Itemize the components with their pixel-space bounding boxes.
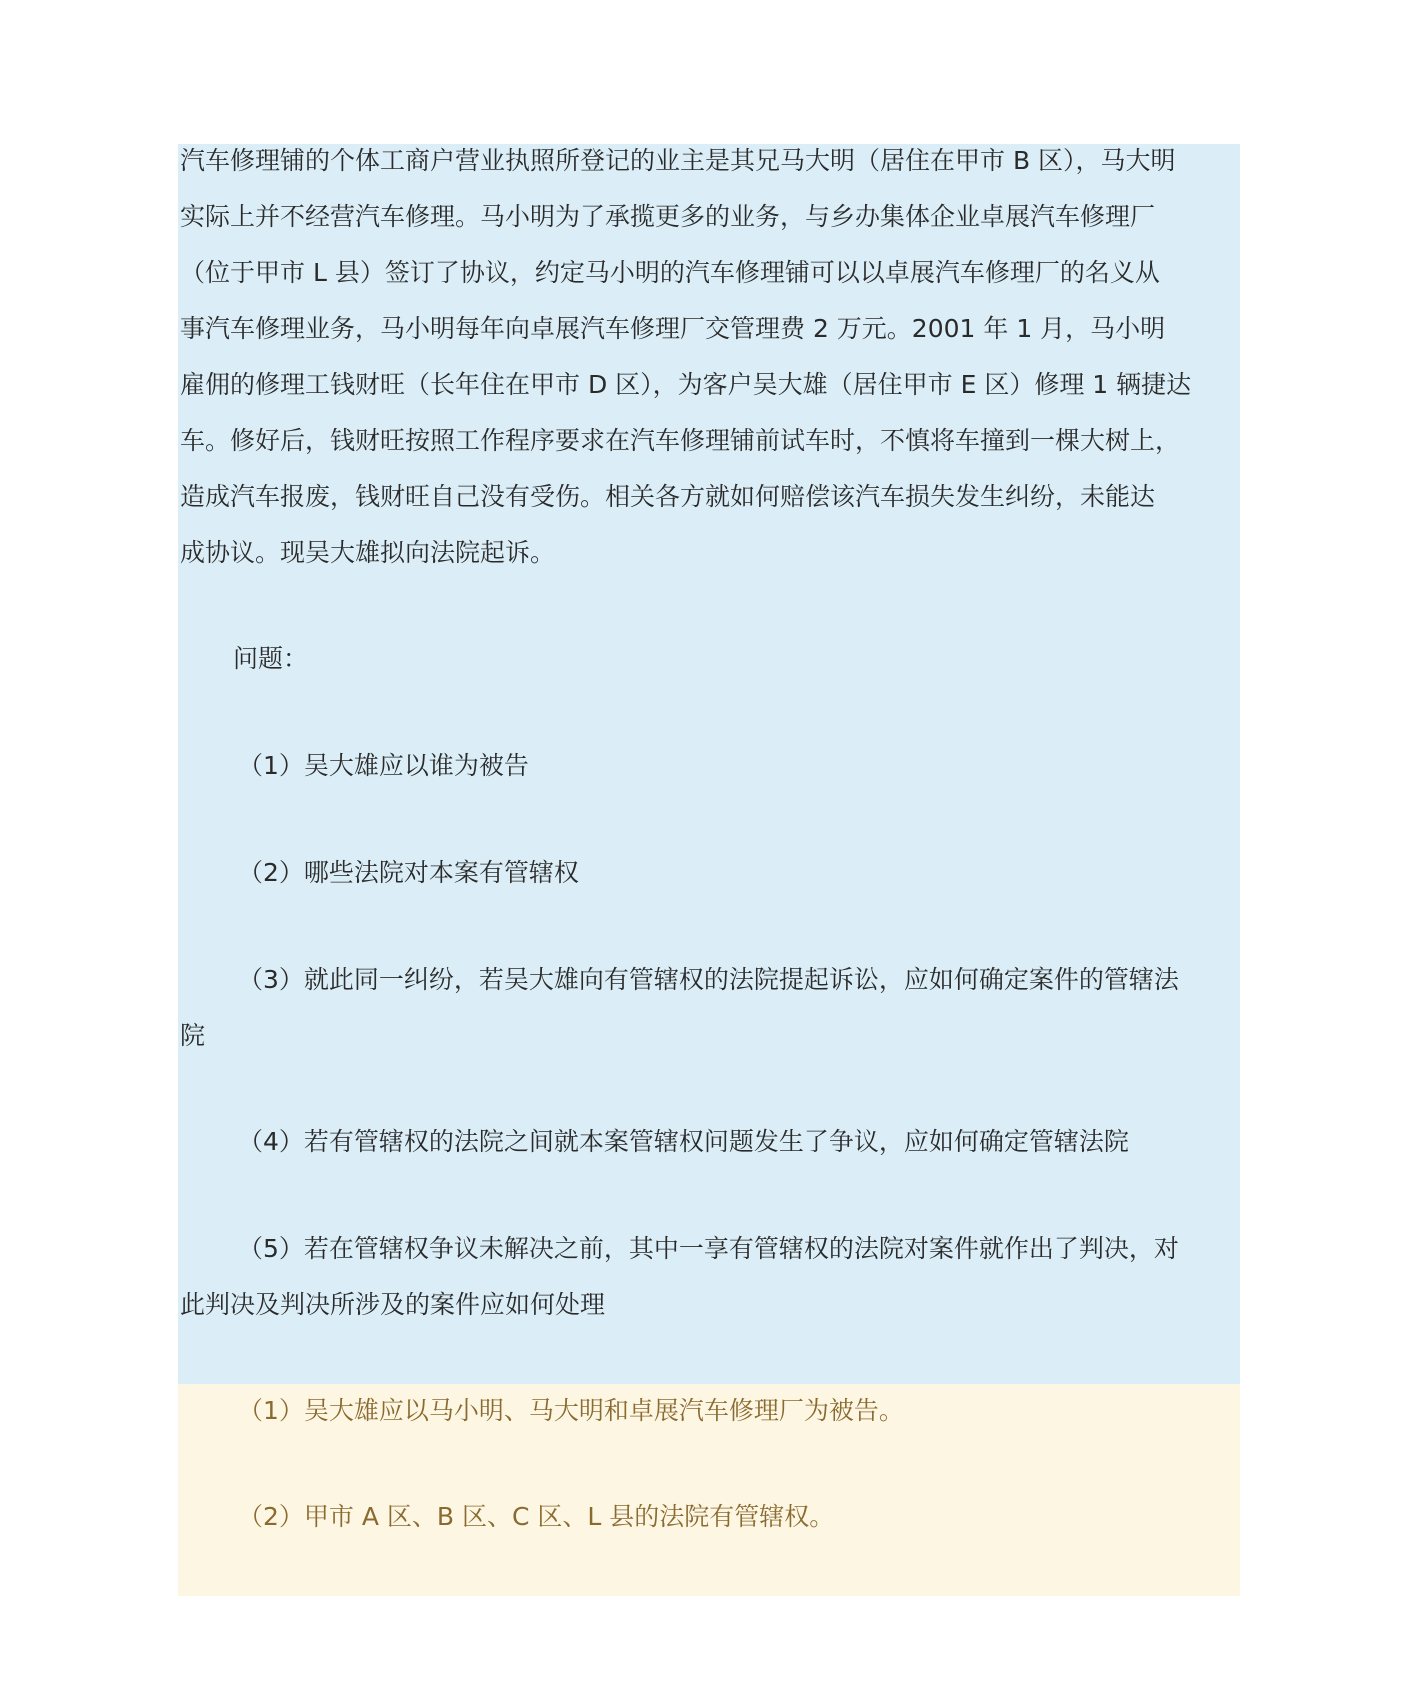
case-text-line-8: 成协议。现吴大雄拟向法院起诉。 <box>180 538 556 567</box>
answer-1: （1）吴大雄应以马小明、马大明和卓展汽车修理厂为被告。 <box>238 1396 904 1425</box>
question-5-line-1: （5）若在管辖权争议未解决之前，其中一享有管辖权的法院对案件就作出了判决，对 <box>238 1234 1179 1263</box>
question-2: （2）哪些法院对本案有管辖权 <box>238 858 579 887</box>
answer-2: （2）甲市 A 区、B 区、C 区、L 县的法院有管辖权。 <box>238 1502 835 1531</box>
question-3-line-1: （3）就此同一纠纷，若吴大雄向有管辖权的法院提起诉讼，应如何确定案件的管辖法 <box>238 965 1179 994</box>
question-5-line-2: 此判决及判决所涉及的案件应如何处理 <box>180 1290 606 1319</box>
case-text-line-1: 汽车修理铺的个体工商户营业执照所登记的业主是其兄马大明（居住在甲市 B 区），马大明 <box>180 146 1176 175</box>
case-text-line-5: 雇佣的修理工钱财旺（长年住在甲市 D 区），为客户吴大雄（居住甲市 E 区）修理 1 辆捷达 <box>180 370 1192 399</box>
case-text-line-6: 车。修好后，钱财旺按照工作程序要求在汽车修理铺前试车时，不慎将车撞到一棵大树上， <box>180 426 1181 455</box>
case-text-line-7: 造成汽车报废，钱财旺自己没有受伤。相关各方就如何赔偿该汽车损失发生纠纷，未能达 <box>180 482 1156 511</box>
questions-heading: 问题： <box>233 644 309 673</box>
case-text-line-3: （位于甲市 L 县）签订了协议，约定马小明的汽车修理铺可以以卓展汽车修理厂的名义从 <box>180 258 1160 287</box>
question-3-line-2: 院 <box>180 1021 206 1050</box>
question-4: （4）若有管辖权的法院之间就本案管辖权问题发生了争议，应如何确定管辖法院 <box>238 1127 1129 1156</box>
question-1: （1）吴大雄应以谁为被告 <box>238 751 529 780</box>
case-text-line-2: 实际上并不经营汽车修理。马小明为了承揽更多的业务，与乡办集体企业卓展汽车修理厂 <box>180 202 1156 231</box>
case-text-line-4: 事汽车修理业务，马小明每年向卓展汽车修理厂交管理费 2 万元。2001 年 1 月，马小明 <box>180 314 1166 343</box>
